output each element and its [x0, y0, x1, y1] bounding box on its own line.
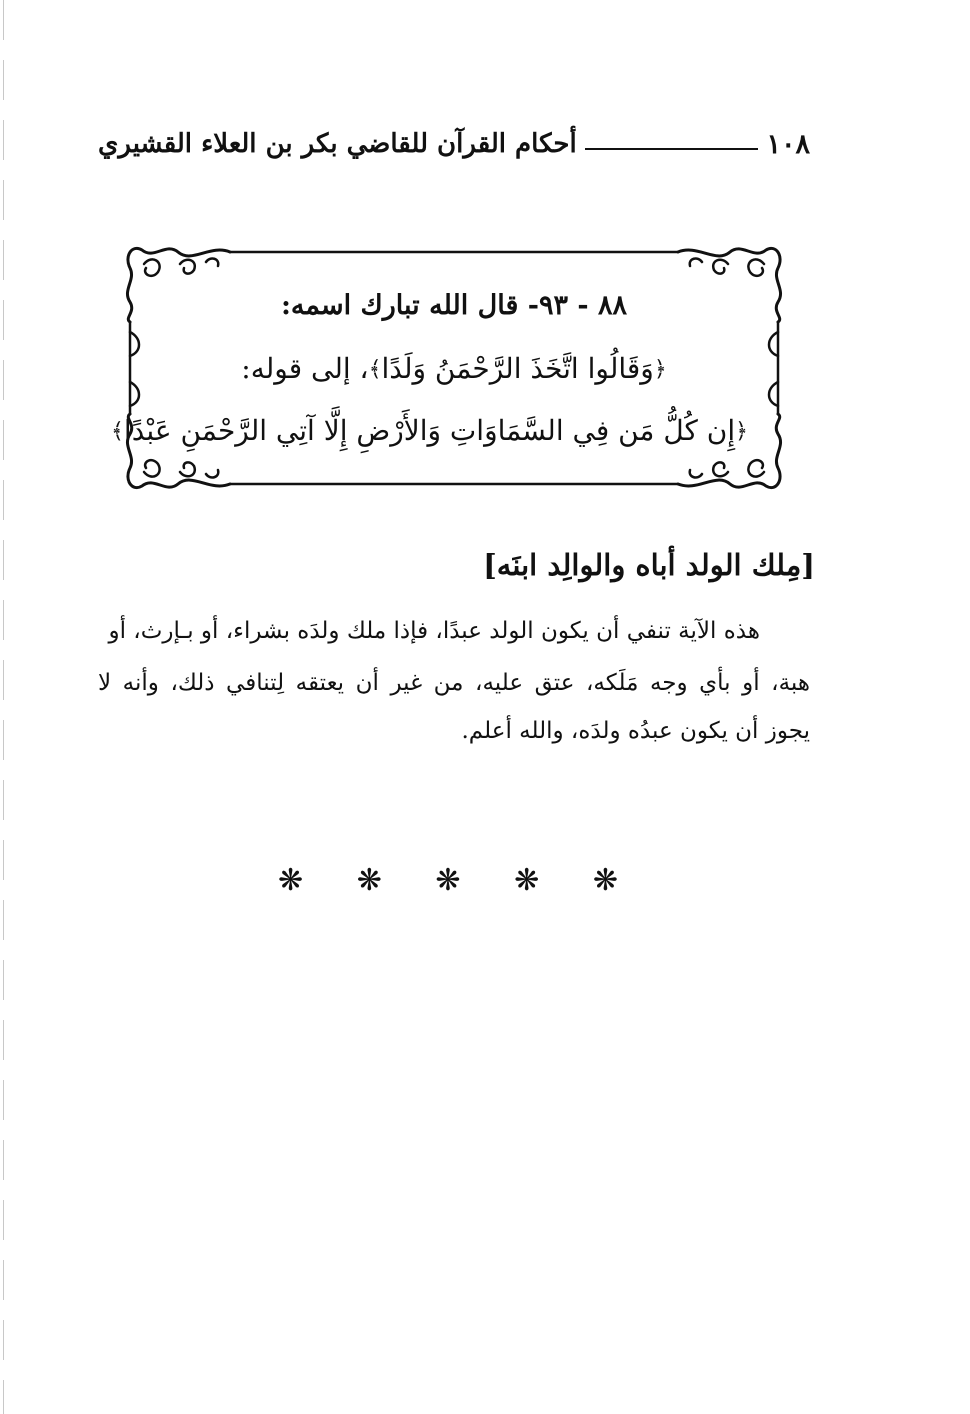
body-line: يجوز أن يكون عبدُه ولدَه، والله أعلم.: [461, 718, 810, 744]
section-divider: [278, 863, 618, 898]
quote-close-bracket: ﴾: [368, 357, 382, 382]
verse-reference: ٨٨ - ٩٣- قال الله تبارك اسمه:: [280, 290, 628, 321]
quote-suffix: ، إلى قوله:: [241, 352, 369, 385]
running-header: [98, 122, 810, 166]
quote-open-bracket: ﴿: [653, 357, 667, 382]
page-edge: [3, 0, 4, 1414]
divider-star-icon: ❋: [592, 863, 618, 898]
book-title: أحكام القرآن للقاضي بكر بن العلاء القشيري: [98, 129, 577, 159]
quote-open-bracket: ﴿: [735, 419, 748, 444]
section-heading: [مِلك الولد أباه والوالِد ابنَه]: [483, 548, 815, 582]
quran-quote-2: [111, 414, 748, 447]
body-line: هبة، أو بأي وجه مَلَكه، عتق عليه، من غير أن يعتقه لِتنافي ذلك، وأنه لا: [98, 670, 810, 696]
quote-text: وَقَالُوا اتَّخَذَ الرَّحْمَنُ وَلَدًا: [381, 352, 654, 385]
quote-text: إِن كُلُّ مَن فِي السَّمَاوَاتِ وَالأَرْضِ إِلَّا آتِي الرَّحْمَنِ عَبْدًا: [123, 414, 736, 447]
header-rule: [585, 148, 759, 150]
page-number: ١٠٨: [766, 128, 810, 160]
divider-star-icon: ❋: [514, 863, 540, 898]
divider-star-icon: ❋: [356, 863, 382, 898]
body-line: هذه الآية تنفي أن يكون الولد عبدًا، فإذا ملك ولدَه بشراء، أو بـإرث، أو: [108, 618, 760, 644]
quote-close-bracket: ﴾: [111, 419, 124, 444]
quran-quote-1: [160, 352, 748, 385]
verse-frame: [111, 242, 788, 494]
divider-star-icon: ❋: [435, 863, 461, 898]
divider-star-icon: ❋: [278, 863, 304, 898]
